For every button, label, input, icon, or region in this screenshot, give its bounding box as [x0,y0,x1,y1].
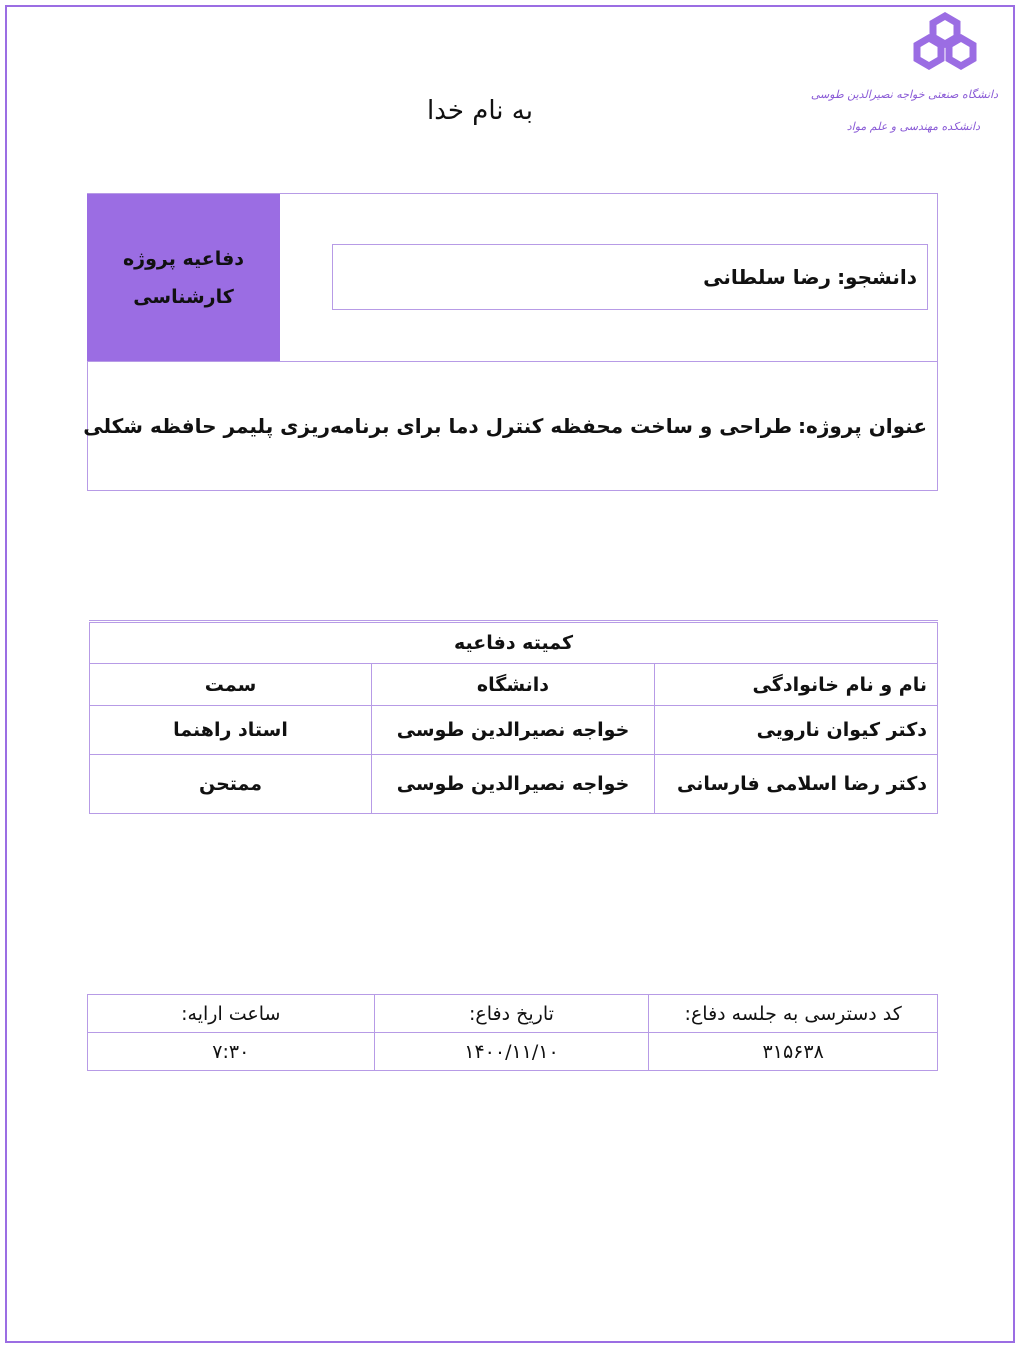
project-title-value: طراحی و ساخت محفظه کنترل دما برای برنامه‌ریزی پلیمر حافظه شکلی [83,414,793,438]
presentation-time-value: ۷:۳۰ [88,1033,375,1071]
university-logo-icon [912,10,978,76]
session-info-table [87,994,938,1071]
header-role: سمت [90,664,372,706]
university-logo [810,10,1010,140]
member-role: ممتحن [90,755,372,814]
project-title-label: عنوان پروژه: [798,414,927,438]
member-university: خواجه نصیرالدین طوسی [372,706,655,755]
defense-type-badge [87,194,280,361]
session-values-row [88,1033,938,1071]
header-university: دانشگاه [372,664,655,706]
committee-caption: کمیته دفاعیه [90,622,938,664]
student-name: رضا سلطانی [703,265,832,289]
header-name: نام و نام خانوادگی [655,664,938,706]
access-code-value: ۳۱۵۶۳۸ [649,1033,938,1071]
project-info-box [83,193,938,491]
badge-line-2: کارشناسی [133,285,234,308]
student-label: دانشجو: [837,265,917,289]
logo-text-university: دانشگاه صنعتی خواجه نصیرالدین طوسی [810,88,998,101]
student-field [332,244,928,310]
table-row [90,706,938,755]
session-labels-row [88,995,938,1033]
member-university: خواجه نصیرالدین طوسی [372,755,655,814]
bismillah-heading: به نام خدا [427,96,533,126]
committee-header-row [90,664,938,706]
access-code-label: کد دسترسی به جلسه دفاع: [649,995,938,1033]
defense-date-value: ۱۴۰۰/۱۱/۱۰ [374,1033,649,1071]
table-row [90,755,938,814]
member-name: دکتر رضا اسلامی فارسانی [655,755,938,814]
presentation-time-label: ساعت ارایه: [88,995,375,1033]
member-name: دکتر کیوان نارویی [655,706,938,755]
member-role: استاد راهنما [90,706,372,755]
defense-date-label: تاریخ دفاع: [374,995,649,1033]
logo-text-faculty: دانشکده مهندسی و علم مواد [846,120,980,133]
badge-line-1: دفاعیه پروژه [122,247,245,270]
project-title-field [83,362,937,490]
committee-table [89,620,938,814]
